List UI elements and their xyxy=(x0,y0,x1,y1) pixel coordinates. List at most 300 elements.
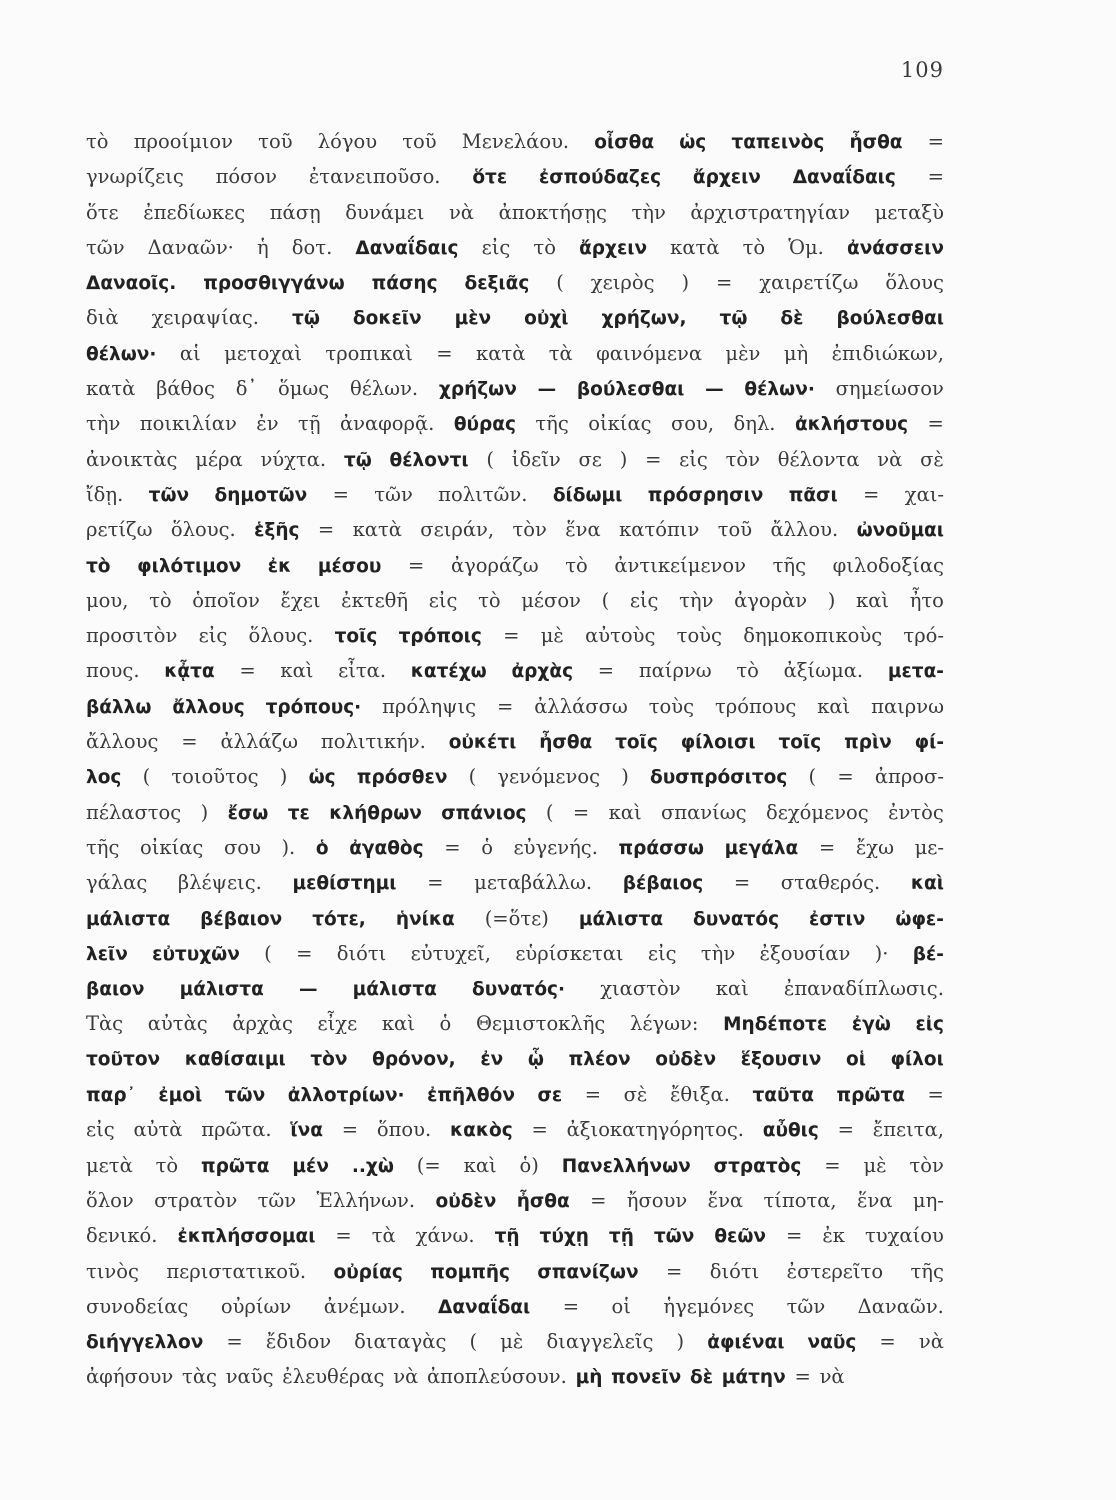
gloss-text: μη- xyxy=(912,1188,944,1212)
gloss-text: ὅπου. xyxy=(376,1118,432,1142)
gloss-text: ἀξίωμα. xyxy=(783,659,864,683)
gloss-text: ἀνέμων. xyxy=(323,1294,406,1318)
gloss-text: μὲ xyxy=(540,624,564,648)
gloss-text: τὸ xyxy=(86,130,109,153)
gloss-text: Ὁμ. xyxy=(788,235,824,259)
bold-lemma: ἐπῆλθόν xyxy=(427,1085,515,1107)
gloss-text: εἰς xyxy=(86,1118,115,1142)
gloss-text: = xyxy=(181,730,198,754)
gloss-text: νὰ xyxy=(877,447,903,471)
gloss-text: ἐκτεθῆ xyxy=(341,588,409,612)
bold-lemma: διήγγελλον xyxy=(86,1332,204,1354)
bold-lemma: ὠνοῦμαι xyxy=(856,520,944,542)
bold-lemma: Δαναΐδαις xyxy=(355,237,459,259)
gloss-text: ἴδῃ. xyxy=(86,482,124,506)
gloss-text: ἄλλου. xyxy=(770,518,839,542)
gloss-text: = xyxy=(572,800,590,824)
gloss-text: αὐτὰ xyxy=(133,1118,183,1142)
gloss-text: = xyxy=(408,553,425,577)
gloss-text: = xyxy=(584,1083,602,1107)
gloss-text: τῶν xyxy=(786,1294,826,1318)
bold-lemma: τε xyxy=(287,802,310,824)
gloss-text: ( xyxy=(142,765,151,789)
bold-lemma: βέβαιος xyxy=(622,873,704,895)
gloss-text: Ἑλλήνων. xyxy=(316,1188,416,1212)
bold-lemma: μετα- xyxy=(887,661,944,683)
bold-lemma: ταῦτα xyxy=(752,1085,814,1107)
gloss-text: πρόληψις xyxy=(382,694,477,718)
gloss-text: τῆς xyxy=(772,553,807,577)
bold-lemma: μεθίστημι xyxy=(292,873,397,895)
bold-lemma: πράσσω xyxy=(618,837,705,859)
gloss-text: πέλαστος xyxy=(86,800,182,824)
gloss-text: = xyxy=(665,1259,683,1283)
bold-lemma: τρόποις xyxy=(398,626,482,648)
gloss-text: τίποτα, xyxy=(763,1188,837,1212)
bold-lemma: μέν xyxy=(292,1155,329,1177)
text-line xyxy=(86,865,944,900)
bold-lemma: ὡς xyxy=(308,767,336,789)
gloss-text: τὸ xyxy=(736,659,759,683)
bold-lemma: οἶσθα xyxy=(594,132,655,153)
bold-lemma: κᾆτα xyxy=(164,661,215,683)
bold-lemma: Μηδέποτε xyxy=(723,1014,828,1036)
gloss-text: βάθος xyxy=(156,377,215,401)
bold-lemma: ἐγὼ xyxy=(851,1014,891,1036)
gloss-text: = xyxy=(341,1118,359,1142)
bold-lemma: σε xyxy=(537,1085,563,1107)
bold-lemma: ἕξουσιν xyxy=(740,1048,822,1070)
gloss-text: οὐρίων xyxy=(220,1294,292,1318)
gloss-text: καὶ xyxy=(608,800,642,824)
gloss-text: νὰ xyxy=(819,1365,845,1389)
bold-lemma: ἦσθα xyxy=(516,1190,570,1212)
gloss-text: μου, xyxy=(86,588,129,612)
gloss-text: κατὰ xyxy=(670,235,720,259)
gloss-text: τὸν xyxy=(512,518,547,542)
gloss-text: ὅτε xyxy=(86,200,119,224)
gloss-text: καὶ xyxy=(463,1153,497,1177)
gloss-text: ἄλλους xyxy=(86,730,159,754)
gloss-text: ἀνοικτὰς xyxy=(86,447,178,471)
gloss-text: ἐπεδίωκες xyxy=(143,200,246,224)
bold-lemma: μὲν xyxy=(454,308,492,330)
gloss-text: δυνάμει xyxy=(345,200,425,224)
gloss-text: τρό- xyxy=(903,624,944,648)
bold-lemma: ναῦς xyxy=(807,1332,857,1354)
bold-lemma: ἄρχειν xyxy=(579,237,648,259)
bold-lemma: ἀλλοτρίων· xyxy=(287,1085,405,1107)
bold-lemma: δυνατός· xyxy=(472,979,566,1001)
bold-lemma: σπανίζων xyxy=(537,1261,639,1283)
gloss-text: τὸν xyxy=(725,447,760,471)
text-line xyxy=(86,936,944,971)
bold-lemma: ἵνα xyxy=(290,1120,323,1142)
gloss-text: χιαστὸν xyxy=(600,977,681,1001)
bold-lemma: οὐδὲν xyxy=(655,1048,717,1070)
gloss-text: χάνω. xyxy=(415,1224,475,1248)
gloss-text: διότι xyxy=(336,941,387,965)
bold-lemma: πάσης xyxy=(371,273,438,295)
gloss-text: πολιτῶν. xyxy=(438,482,528,506)
gloss-text: ἀλλάζω xyxy=(220,730,299,754)
bold-lemma: οὐρίας xyxy=(333,1261,403,1283)
gloss-text: τὸν xyxy=(909,1153,944,1177)
gloss-text: = xyxy=(444,835,461,859)
gloss-text: ρετίζω xyxy=(86,518,153,542)
gloss-text: χειρὸς xyxy=(590,271,655,295)
gloss-text: μὲ xyxy=(500,1330,524,1354)
gloss-text: εὐγενής. xyxy=(513,835,598,859)
bold-lemma: προσθιγγάνω xyxy=(203,273,345,295)
gloss-text: τὸ xyxy=(565,553,588,577)
gloss-text: νὰ xyxy=(393,1365,419,1389)
gloss-text: τῆς xyxy=(910,1259,944,1283)
gloss-text: παίρνω xyxy=(638,659,712,683)
bold-lemma: οὐκέτι xyxy=(448,732,517,754)
gloss-text: ὁποῖον xyxy=(192,588,260,612)
gloss-text: οἰκίας xyxy=(140,835,204,859)
text-line xyxy=(86,406,944,441)
bold-lemma: τῷ xyxy=(292,308,320,330)
gloss-text: ) xyxy=(681,271,690,295)
bold-lemma: βέβαιον xyxy=(200,908,283,930)
gloss-text: γνωρίζεις xyxy=(86,165,184,189)
bold-lemma: ἀρχὰς xyxy=(511,661,574,683)
gloss-text: ( xyxy=(601,588,610,612)
gloss-text: ( xyxy=(264,941,272,965)
bold-lemma: δυνατός xyxy=(693,908,780,930)
gloss-text: = xyxy=(317,518,335,542)
gloss-text: λέγων: xyxy=(630,1012,699,1036)
gloss-text: ὅμως xyxy=(277,377,330,401)
bold-lemma: θεῶν xyxy=(714,1226,767,1248)
bold-lemma: μέσου xyxy=(317,555,382,577)
gloss-text: οἰκίας xyxy=(588,412,652,436)
gloss-text: Τὰς xyxy=(86,1012,124,1036)
gloss-text: = xyxy=(927,165,944,189)
bold-lemma: πρῶτα xyxy=(201,1155,270,1177)
bold-lemma: δυσπρόσιτος xyxy=(650,767,788,789)
bold-lemma: εἰς xyxy=(915,1014,944,1036)
gloss-text: τὴν xyxy=(679,588,714,612)
bold-lemma: πονεῖν xyxy=(611,1367,682,1389)
gloss-text: τὸ xyxy=(149,588,172,612)
bold-lemma: οἱ xyxy=(845,1048,866,1070)
bold-lemma: μάλιστα xyxy=(352,979,437,1001)
gloss-text: ἕνα xyxy=(707,1188,744,1212)
text-line xyxy=(86,195,944,230)
gloss-text: ἐτανειποῦσο. xyxy=(308,165,441,189)
bold-lemma: δίδωμι xyxy=(552,484,623,506)
bold-lemma: οὐχὶ xyxy=(524,308,569,330)
gloss-text: εἰς xyxy=(647,941,677,965)
bold-lemma: λεῖν xyxy=(86,943,128,965)
gloss-text: τῆς xyxy=(535,412,569,436)
gloss-text: τὸ xyxy=(533,235,556,259)
gloss-text: ἐντὸς xyxy=(888,800,944,824)
gloss-text: ἔπειτα, xyxy=(872,1118,944,1142)
gloss-text: δημοκοπικοὺς xyxy=(743,624,883,648)
bold-lemma: καὶ xyxy=(910,873,944,895)
gloss-text: σειράν, xyxy=(420,518,495,542)
gloss-text: ( xyxy=(808,765,817,789)
gloss-text: = xyxy=(597,659,615,683)
gloss-text: συνοδείας xyxy=(86,1294,189,1318)
gloss-text: ἔθιξα. xyxy=(669,1083,730,1107)
gloss-text: ἕνα xyxy=(565,518,601,542)
bold-lemma: μεγάλα xyxy=(724,837,799,859)
gloss-text: ἀγορὰν xyxy=(734,588,808,612)
bold-lemma: πομπῆς xyxy=(430,1261,510,1283)
gloss-text: μεταξὺ xyxy=(874,200,944,224)
gloss-text: τὴν xyxy=(631,200,666,224)
gloss-text: = xyxy=(863,482,880,506)
gloss-text: = xyxy=(645,447,662,471)
bold-lemma: ἐκ xyxy=(267,555,292,577)
gloss-text: με- xyxy=(914,835,944,859)
text-line xyxy=(86,689,944,724)
gloss-text: = xyxy=(824,1153,841,1177)
gloss-text: τῶν xyxy=(257,1188,297,1212)
gloss-text: τὰ xyxy=(371,1224,396,1248)
gloss-text: εἶτα. xyxy=(338,659,387,683)
gloss-text: τὰς xyxy=(182,1365,217,1389)
gloss-text: καὶ xyxy=(715,977,749,1001)
gloss-text: τοῦ xyxy=(402,130,437,153)
gloss-text: ἀγοράζω xyxy=(450,553,539,577)
gloss-text: ( xyxy=(556,271,564,295)
bold-lemma: αὖθις xyxy=(762,1120,819,1142)
gloss-text: ) xyxy=(676,1330,685,1354)
text-line xyxy=(86,795,944,830)
gloss-text: ἡ xyxy=(257,235,269,259)
bold-lemma: Πανελλήνων xyxy=(561,1155,691,1177)
gloss-text: κατὰ xyxy=(476,341,526,365)
gloss-text: πάσῃ xyxy=(269,200,321,224)
gloss-text: ) xyxy=(827,588,836,612)
gloss-text: σὲ xyxy=(920,447,944,471)
bold-lemma: ἐμοὶ xyxy=(158,1085,203,1107)
bold-lemma: τύχῃ xyxy=(539,1226,589,1248)
bold-lemma: μὴ xyxy=(575,1367,603,1389)
gloss-text: γάλας xyxy=(86,871,148,895)
gloss-text: ἕνα xyxy=(857,1188,893,1212)
gloss-text: τὰ xyxy=(548,341,573,365)
gloss-text: = xyxy=(837,1118,854,1142)
bold-lemma: δημοτῶν xyxy=(214,484,308,506)
gloss-text: τοιοῦτος xyxy=(171,765,259,789)
gloss-text: ἐπαναδίπλωσις. xyxy=(783,977,944,1001)
gloss-text: = xyxy=(927,1083,944,1107)
text-line xyxy=(86,548,944,583)
gloss-text: = xyxy=(332,482,349,506)
gloss-text: = xyxy=(794,1365,811,1389)
gloss-text: ἐκ xyxy=(822,1224,845,1248)
bold-lemma: τὸ xyxy=(86,555,111,577)
gloss-text: οἱ xyxy=(611,1294,631,1318)
bold-lemma: βάλλω xyxy=(86,696,152,718)
bold-lemma: τοῖς xyxy=(615,732,658,754)
gloss-text: ( xyxy=(486,447,494,471)
gloss-text: θέλων. xyxy=(349,377,419,401)
text-block xyxy=(86,124,944,1395)
bold-lemma: φίλοισι xyxy=(680,732,756,754)
text-line xyxy=(86,724,944,759)
gloss-text: τὸ xyxy=(155,1153,179,1177)
gloss-text: ὅλους. xyxy=(248,624,314,648)
gloss-text: = xyxy=(733,871,751,895)
bold-lemma: θέλων· xyxy=(744,379,815,401)
bold-lemma: σπάνιος xyxy=(441,802,527,824)
text-line xyxy=(86,512,944,547)
gloss-text: = xyxy=(503,624,520,648)
bold-lemma: θρόνον, xyxy=(372,1048,456,1070)
gloss-text: θέλοντα xyxy=(777,447,860,471)
bold-lemma: τῇ xyxy=(494,1226,520,1248)
gloss-text: προσιτὸν xyxy=(86,624,178,648)
gloss-text: σου, xyxy=(670,412,715,436)
bold-lemma: πρόσρησιν xyxy=(647,484,764,506)
gloss-text: φαινόμενα xyxy=(596,341,703,365)
bold-lemma: χρήζων xyxy=(438,379,517,401)
bold-lemma: δὲ xyxy=(690,1367,714,1389)
gloss-text: ) xyxy=(621,765,629,789)
bold-lemma: τοῖς xyxy=(778,732,822,754)
gloss-text: σταθερός. xyxy=(780,871,881,895)
bold-lemma: κατέχω xyxy=(410,661,487,683)
gloss-text: ὁ) xyxy=(519,1153,539,1177)
bold-lemma: μάτην xyxy=(721,1367,786,1389)
gloss-text: = xyxy=(818,835,836,859)
bold-lemma: μάλιστα xyxy=(179,979,264,1001)
gloss-text: μέρα xyxy=(195,447,243,471)
bold-lemma: ἀγαθὸς xyxy=(349,837,424,859)
gloss-text: κατόπιν xyxy=(619,518,700,542)
gloss-text: φιλοδοξίας xyxy=(832,553,944,577)
gloss-text: )· xyxy=(874,941,889,965)
gloss-text: = xyxy=(562,1294,580,1318)
gloss-text: ἔδιδον xyxy=(265,1330,332,1354)
bold-lemma: Δαναΐδαις xyxy=(792,167,896,189)
gloss-text: = xyxy=(531,1118,548,1142)
gloss-text: ἀποπλεύσουν. xyxy=(427,1365,567,1389)
bold-lemma: ἄλλους xyxy=(172,696,245,718)
gloss-text: τῶν xyxy=(374,482,413,506)
bold-lemma: ἑξῆς xyxy=(254,520,300,542)
bold-lemma: βούλεσθαι xyxy=(836,308,944,330)
gloss-text: διαγγελεῖς xyxy=(546,1330,654,1354)
gloss-text: αὐτοὺς xyxy=(585,624,656,648)
gloss-text: δεχόμενος xyxy=(765,800,869,824)
bold-lemma: χρήζων, xyxy=(601,308,687,330)
gloss-text: εἰς xyxy=(198,624,228,648)
bold-lemma: ἐκπλήσσομαι xyxy=(177,1226,316,1248)
gloss-text: τῶν xyxy=(86,235,125,259)
gloss-text: ἀποκτήσῃς xyxy=(498,200,607,224)
gloss-text: καὶ xyxy=(381,1012,415,1036)
gloss-text: διαταγὰς xyxy=(354,1330,447,1354)
gloss-text: ἐξουσίαν xyxy=(759,941,851,965)
bold-lemma: ᾧ xyxy=(527,1048,544,1070)
gloss-text: γενόμενος xyxy=(497,765,601,789)
bold-lemma: εὐτυχῶν xyxy=(152,943,240,965)
gloss-text: τὸ xyxy=(742,235,766,259)
bold-lemma: — xyxy=(705,379,724,401)
text-line xyxy=(86,442,944,477)
text-line xyxy=(86,618,944,653)
gloss-text: δοτ. xyxy=(291,235,333,259)
bold-lemma: ..χὼ xyxy=(351,1155,394,1177)
gloss-text: ἀναφορᾷ. xyxy=(339,412,435,436)
bold-lemma: ἡνίκα xyxy=(395,908,455,930)
text-line xyxy=(86,1006,944,1041)
gloss-text: καὶ xyxy=(856,588,890,612)
gloss-text: εἰς xyxy=(481,235,511,259)
gloss-text: τυχαίου xyxy=(864,1224,944,1248)
bold-lemma: ἐστιν xyxy=(809,908,866,930)
gloss-text: καὶ xyxy=(280,659,314,683)
bold-lemma: θύρας xyxy=(453,414,516,436)
gloss-text: πολιτικήν. xyxy=(320,730,426,754)
gloss-text: παιρνω xyxy=(871,694,944,718)
gloss-text: τοῦ xyxy=(717,518,753,542)
text-line xyxy=(86,159,944,194)
bold-lemma: παρ᾽ xyxy=(86,1085,136,1107)
bold-lemma: — xyxy=(537,379,557,401)
gloss-text: ἀρχιστρατηγίαν xyxy=(690,200,851,224)
bold-lemma: τῷ xyxy=(719,308,748,330)
text-line xyxy=(86,230,944,265)
gloss-text: κατὰ xyxy=(86,377,136,401)
gloss-text: ἀλλάσσω xyxy=(534,694,628,718)
gloss-text: λόγου xyxy=(317,130,378,153)
gloss-text: ἦτο xyxy=(909,588,944,612)
gloss-text: ἔχει xyxy=(280,588,321,612)
bold-lemma: τῶν xyxy=(653,1226,695,1248)
gloss-text: δηλ. xyxy=(733,412,776,436)
bold-lemma: μάλιστα xyxy=(578,908,664,930)
gloss-text: μὲν xyxy=(725,341,761,365)
gloss-text: = xyxy=(335,1224,352,1248)
bold-lemma: φίλοι xyxy=(890,1048,944,1070)
gloss-text: Θεμιστοκλῆς xyxy=(475,1012,606,1036)
bold-lemma: θέλων· xyxy=(86,343,157,365)
bold-lemma: βαιον xyxy=(86,979,145,1001)
gloss-text: πους. xyxy=(86,659,140,683)
gloss-text: = xyxy=(837,765,854,789)
bold-lemma: τῇ xyxy=(608,1226,634,1248)
bold-lemma: τῶν xyxy=(148,484,190,506)
gloss-text: μέσον xyxy=(521,588,581,612)
gloss-text: αἱ xyxy=(179,341,201,365)
gloss-text: ὅλους xyxy=(885,271,944,295)
gloss-text: = xyxy=(226,1330,243,1354)
bold-lemma: πλέον xyxy=(568,1048,631,1070)
gloss-text: νύχτα. xyxy=(260,447,327,471)
gloss-text: Δαναῶν. xyxy=(857,1294,944,1318)
gloss-text: αὐτὰς xyxy=(147,1012,208,1036)
gloss-text: τινὸς xyxy=(86,1259,139,1283)
gloss-text: καὶ xyxy=(817,694,851,718)
gloss-text: ἔχω xyxy=(855,835,895,859)
bold-lemma: ἦσθα xyxy=(849,132,903,153)
text-line xyxy=(86,901,944,936)
gloss-text: μετοχαὶ xyxy=(224,341,303,365)
gloss-text: περιστατικοῦ. xyxy=(166,1259,307,1283)
gloss-text: δ᾽ xyxy=(235,377,258,401)
gloss-text: ἐπιδιώκων, xyxy=(831,341,944,365)
